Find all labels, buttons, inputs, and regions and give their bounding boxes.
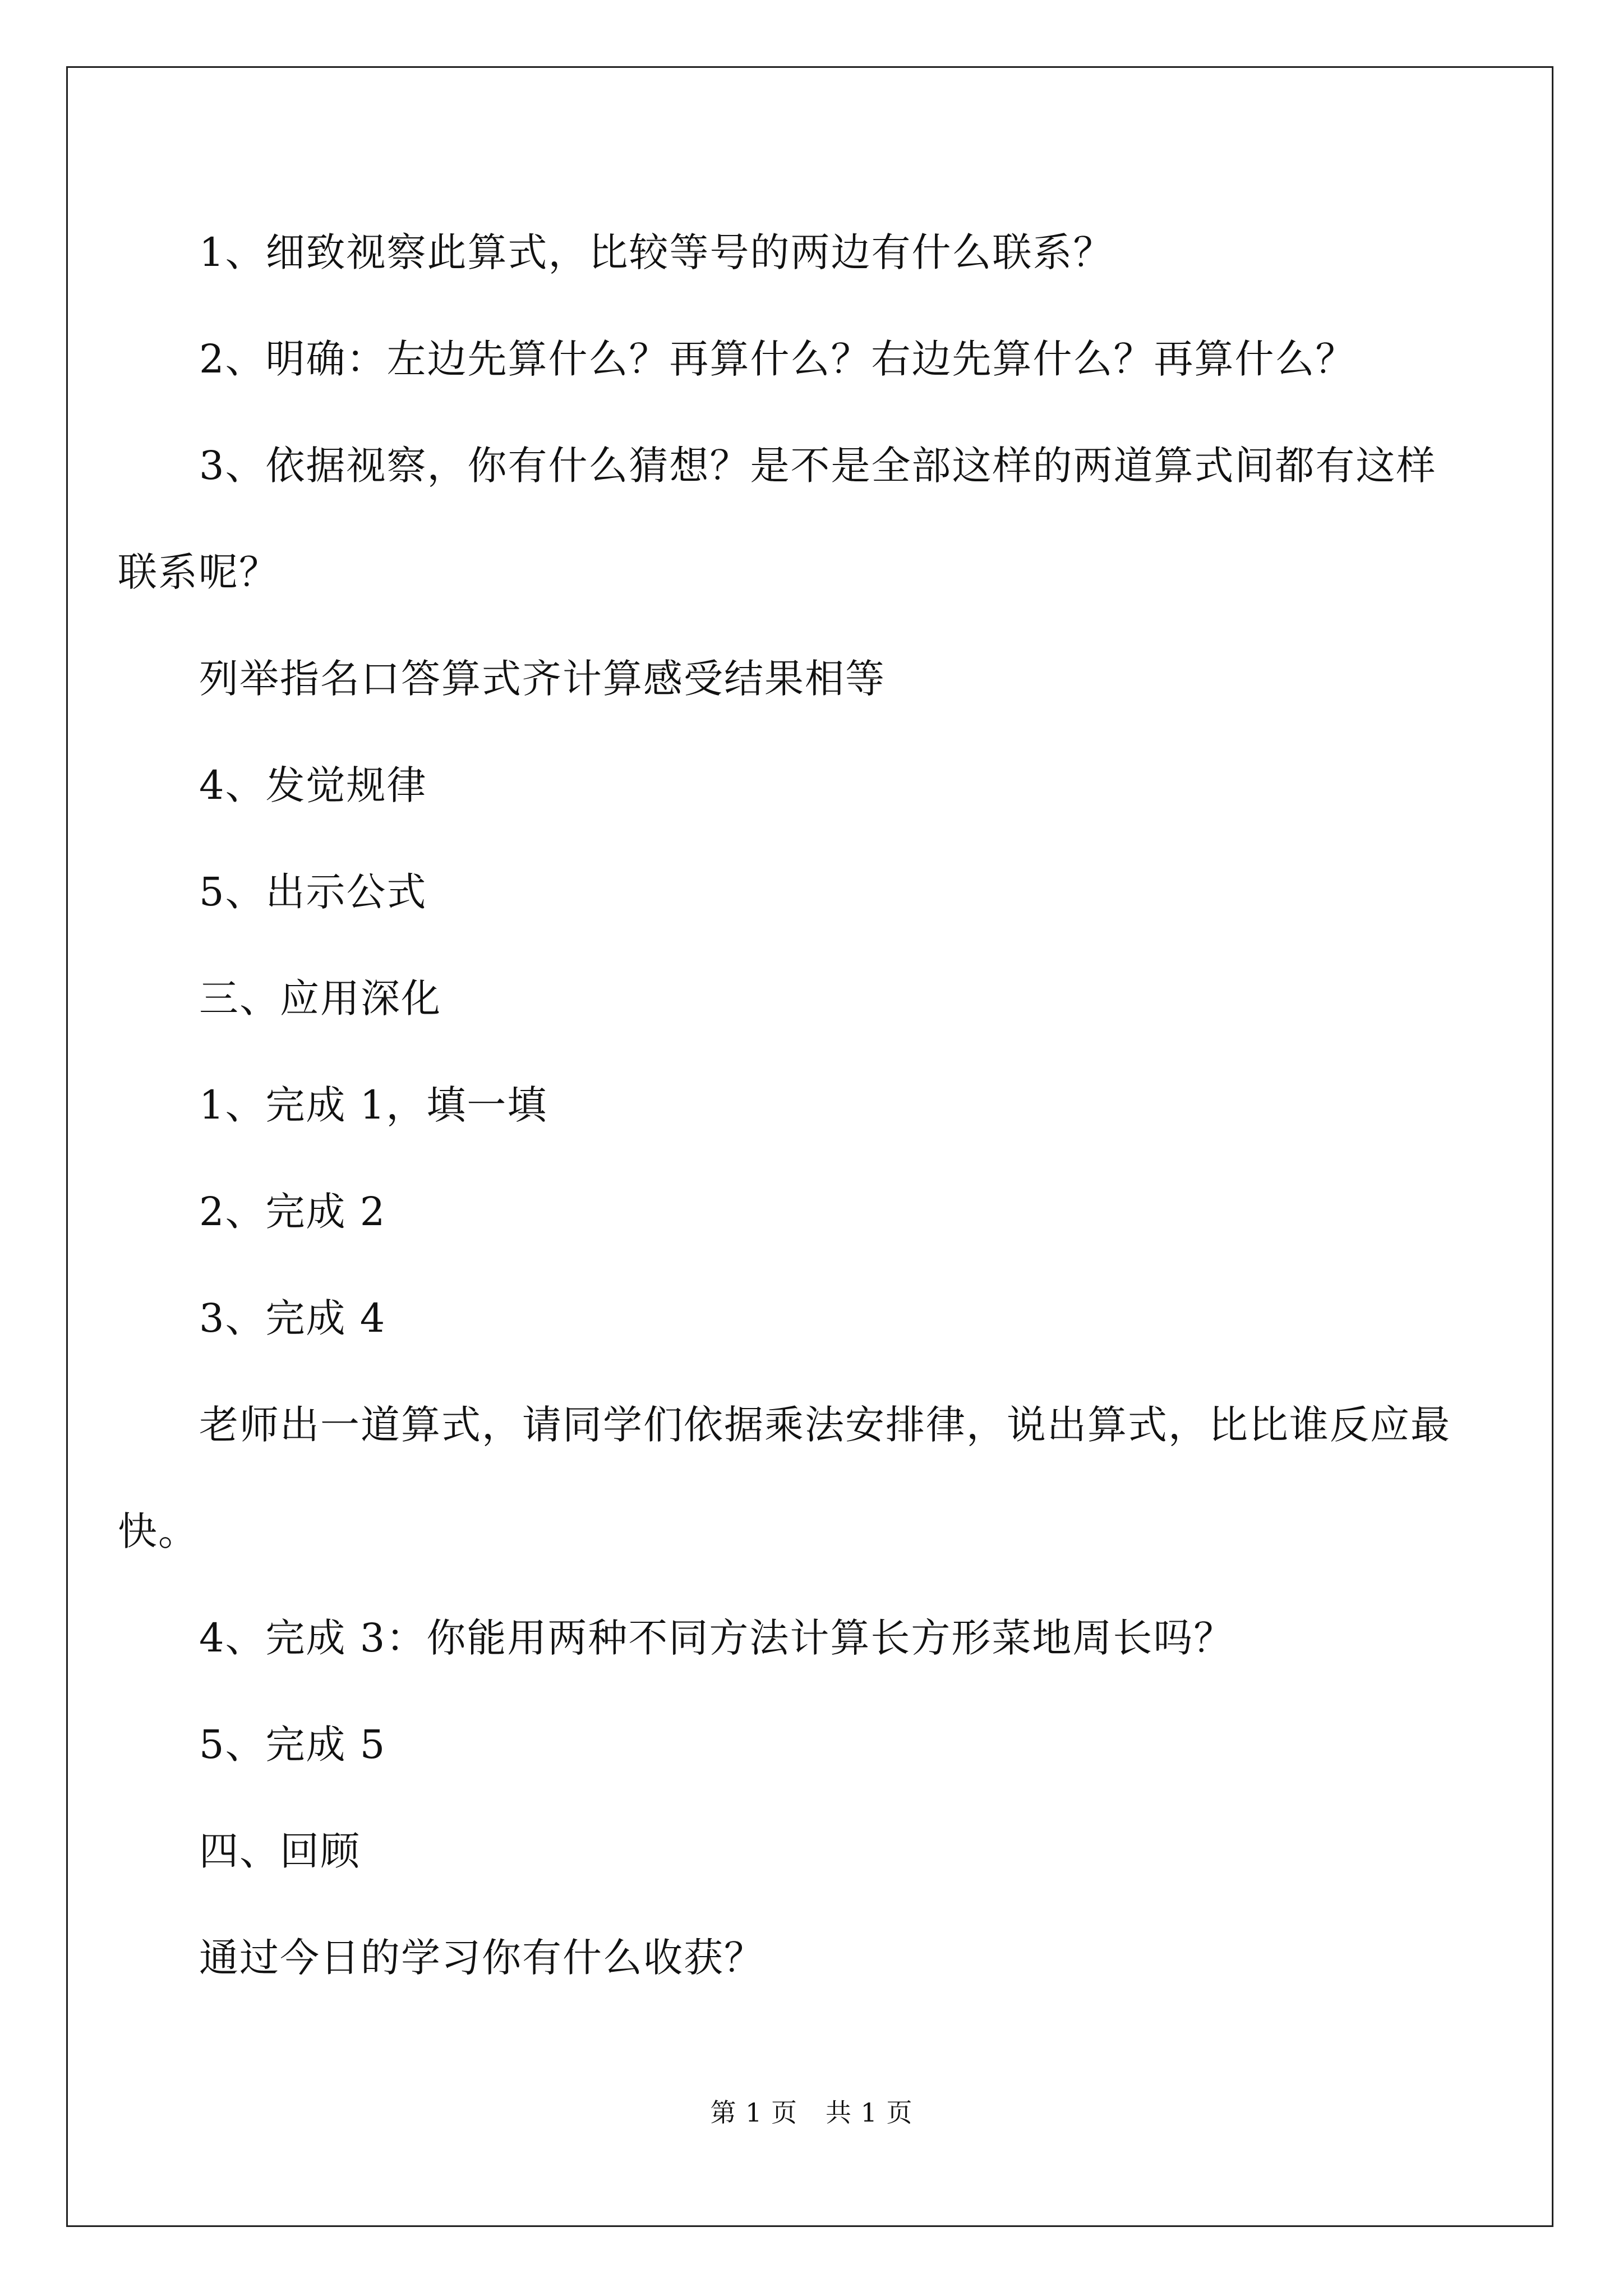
paragraph-9: 3、完成 4 — [199, 1295, 386, 1341]
paragraph-6: 5、出示公式 — [199, 869, 427, 915]
paragraph-7: 1、完成 1，填一填 — [199, 1082, 548, 1128]
section-heading-4: 四、回顾 — [199, 1828, 361, 1874]
paragraph-10: 老师出一道算式，请同学们依据乘法安排律，说出算式，比比谁反应最快。 — [118, 1402, 1451, 1554]
page-number: 第 1 页 — [710, 2097, 797, 2128]
paragraph-4: 列举指名口答算式齐计算感受结果相等 — [199, 656, 886, 702]
paragraph-11: 4、完成 3：你能用两种不同方法计算长方形菜地周长吗？ — [199, 1615, 1234, 1661]
page-footer — [0, 2092, 1623, 2129]
paragraph-13: 通过今日的学习你有什么收获？ — [199, 1935, 764, 1981]
paragraph-12: 5、完成 5 — [199, 1722, 386, 1768]
paragraph-1: 1、细致视察此算式，比较等号的两边有什么联系？ — [199, 229, 1114, 275]
section-heading-3: 三、应用深化 — [199, 976, 441, 1022]
paragraph-2: 2、明确：左边先算什么？再算什么？右边先算什么？再算什么？ — [199, 336, 1356, 382]
paragraph-8: 2、完成 2 — [199, 1189, 386, 1235]
paragraph-5: 4、发觉规律 — [199, 762, 427, 808]
paragraph-3: 3、依据视察，你有什么猜想？是不是全部这样的两道算式间都有这样联系呢？ — [118, 443, 1437, 595]
page-count: 共 1 页 — [826, 2097, 913, 2128]
